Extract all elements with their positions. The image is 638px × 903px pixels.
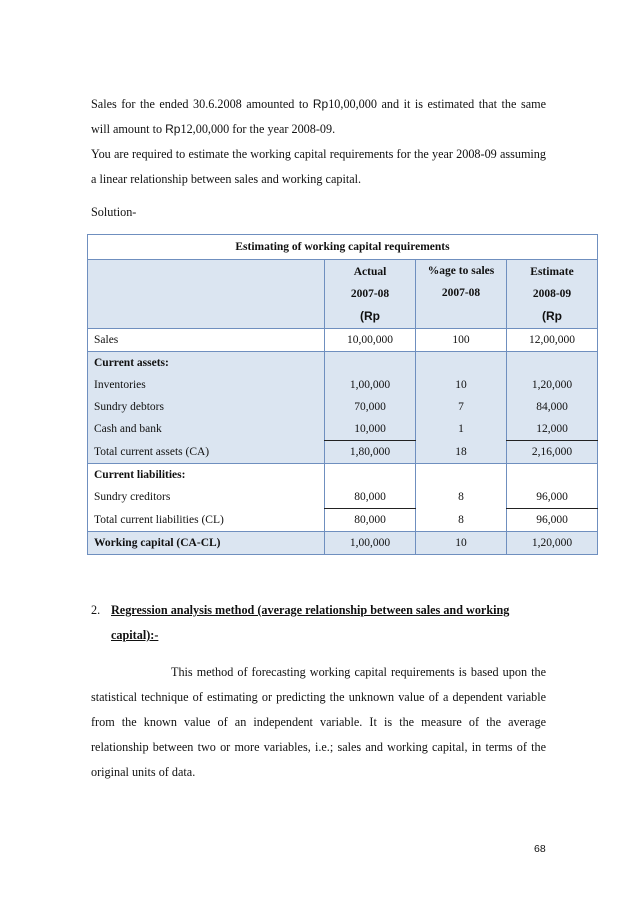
table-row: Current assets: — [88, 352, 598, 375]
table-row: Cash and bank 10,000 1 12,000 — [88, 418, 598, 441]
table-row: Sales 10,00,000 100 12,00,000 — [88, 329, 598, 352]
table-title: Estimating of working capital requirements — [88, 235, 598, 260]
table-row: Working capital (CA-CL) 1,00,000 10 1,20,000 — [88, 532, 598, 555]
header-pct: %age to sales 2007-08 — [416, 260, 507, 329]
header-blank — [88, 260, 325, 329]
body-paragraph: This method of forecasting working capital requirements is based upon the statistical technique of estimating or predicting the unknown value of a dependent variable from the known value of an independent variable. It is the measure of the average relationship between two or more variables, i.e.; sales and working capital, in terms of the original units of data. — [91, 665, 546, 779]
section-heading: 2. Regression analysis method (average relationship between sales and working capital):- — [91, 603, 510, 642]
header-actual: Actual 2007-08 (Rp — [325, 260, 416, 329]
table-row: Total current assets (CA) 1,80,000 18 2,16,000 — [88, 441, 598, 464]
page-number: 68 — [534, 843, 546, 855]
table-row: Total current liabilities (CL) 80,000 8 96,000 — [88, 509, 598, 532]
table-row: Current liabilities: — [88, 464, 598, 487]
table-row: Sundry creditors 80,000 8 96,000 — [88, 486, 598, 509]
requirement-paragraph: You are required to estimate the working capital requirements for the year 2008-09 assuming a linear relationship between sales and working capital. — [91, 147, 546, 186]
intro-paragraph: Sales for the ended 30.6.2008 amounted to Rp10,00,000 and it is estimated that the same will amount to Rp12,00,000 for the year 2008-09. — [91, 97, 546, 136]
solution-label: Solution- — [91, 205, 137, 219]
table-row: Inventories 1,00,000 10 1,20,000 — [88, 374, 598, 396]
working-capital-table — [87, 234, 598, 555]
table-row: Sundry debtors 70,000 7 84,000 — [88, 396, 598, 418]
header-estimate: Estimate 2008-09 (Rp — [507, 260, 598, 329]
